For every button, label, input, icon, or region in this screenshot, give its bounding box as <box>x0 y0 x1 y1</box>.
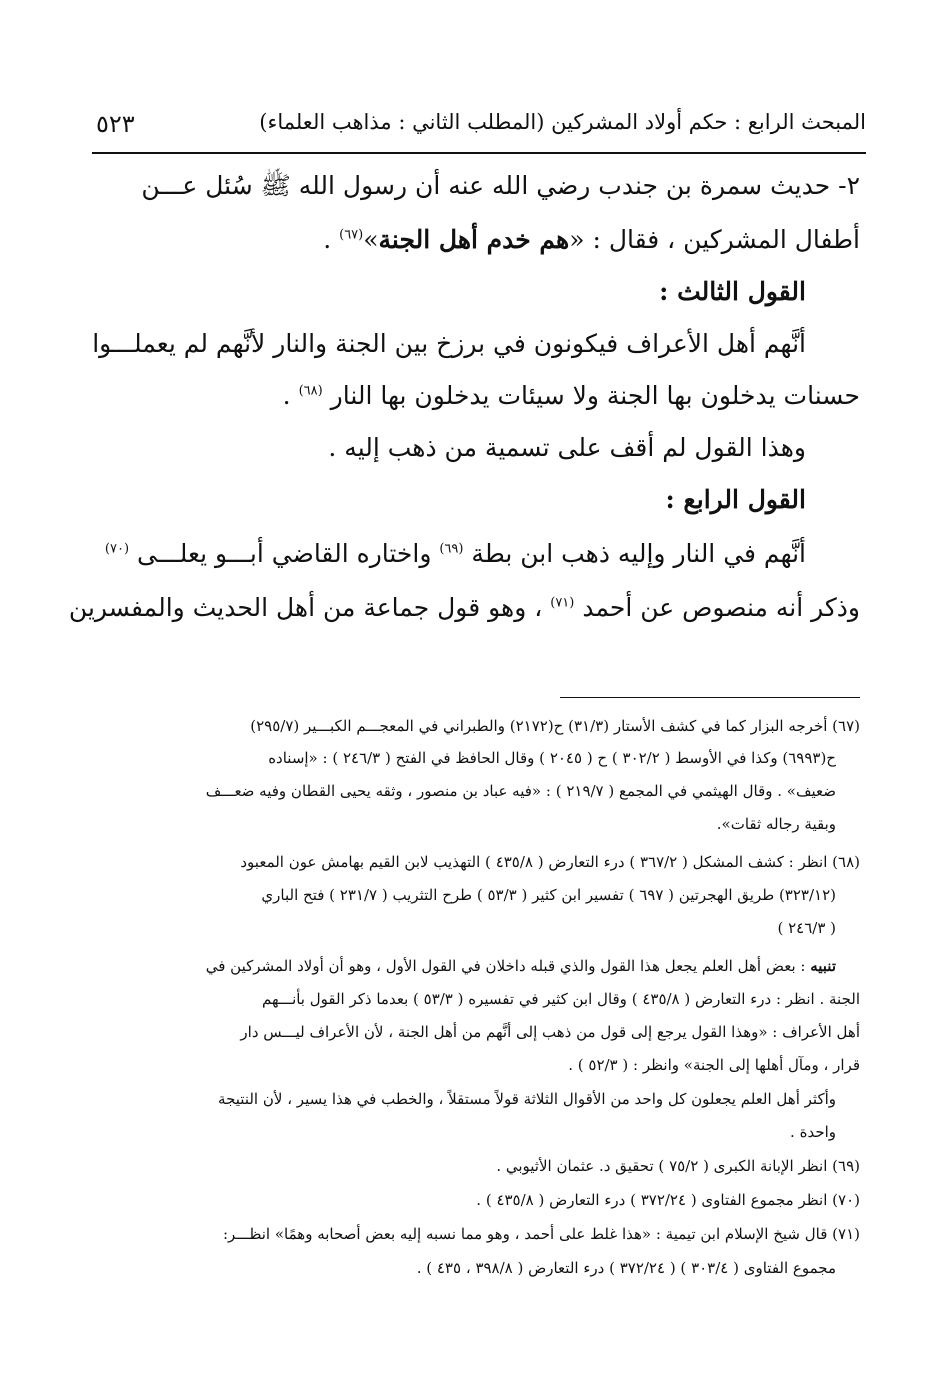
body-line-5 <box>283 378 860 414</box>
footnote-ref: (٦٧) <box>339 227 364 243</box>
footnote-71-line-2: مجموع الفتاوى ( ٣٠٣/٤ ) ( ٣٧٢/٢٤ ) درء التعارض ( ٣٩٨/٨ ، ٤٣٥ ) . <box>416 1259 836 1277</box>
footnote-70: (٧٠) انظر مجموع الفتاوى ( ٣٧٢/٢٤ ) درء التعارض ( ٤٣٥/٨ ) . <box>476 1191 860 1209</box>
footnote-divider <box>560 697 860 698</box>
footnote-71-line-1: (٧١) قال شيخ الإسلام ابن تيمية : «هذا غلط على أحمد ، وهو مما نسبه إليه بعض أصحابه وهمًا» انظـــر: <box>222 1225 860 1243</box>
note-line-5: وأكثر أهل العلم يجعلون كل واحد من الأقوال الثلاثة قولاً مستقلاً ، والخطب في هذا يسير ، لأن النتيجة <box>218 1090 836 1108</box>
body-text: . <box>282 381 299 410</box>
footnote-ref: (٧١) <box>550 595 575 611</box>
body-text: ، وهو قول جماعة من أهل الحديث والمفسرين <box>68 593 551 622</box>
body-text: حسنات يدخلون بها الجنة ولا سيئات يدخلون بها النار <box>322 381 860 410</box>
footnote-68-line-1: (٦٨) انظر : كشف المشكل ( ٣٦٧/٢ ) درء التعارض ( ٤٣٥/٨ ) التهذيب لابن القيم بهامش عون المعبود <box>240 853 860 871</box>
note-line-6: واحدة . <box>790 1123 836 1141</box>
footnote-67-line-1: (٦٧) أخرجه البزار كما في كشف الأستار (٣١/٣) ح(٢١٧٢) والطبراني في المعجـــم الكبـــير (٢٩٥/٧) <box>250 717 860 735</box>
footnote-ref: (٦٩) <box>439 541 464 557</box>
hadith-quote: هم خدم أهل الجنة <box>378 225 570 254</box>
footnote-ref: (٧٠) <box>104 541 130 557</box>
body-text: » <box>363 225 379 254</box>
body-text: أنَّهم في النار وإليه ذهب ابن بطة <box>463 539 806 568</box>
note-line-4: قرار ، ومآل أهلها إلى الجنة» وانظر : ( ٥٢/٣ ) . <box>568 1056 860 1074</box>
body-text: أطفال المشركين ، فقال : « <box>569 225 860 254</box>
footnote-ref: (٦٨) <box>298 383 323 399</box>
note-line-2: الجنة . انظر : درء التعارض ( ٤٣٥/٨ ) وقال ابن كثير في تفسيره ( ٥٣/٣ ) بعدما ذكر القول بأنـــهم <box>261 990 860 1008</box>
note-label: تنبيه <box>810 957 836 975</box>
body-line-8 <box>105 536 806 572</box>
body-text: . <box>323 225 340 254</box>
body-text: واختاره القاضي أبـــو يعلـــى <box>129 539 440 568</box>
body-line-6: وهذا القول لم أقف على تسمية من ذهب إليه . <box>328 433 806 462</box>
footnote-67-line-2: ح(٦٩٩٣) وكذا في الأوسط ( ٣٠٢/٢ ) ح ( ٢٠٤٥ ) وقال الحافظ في الفتح ( ٢٤٦/٣ ) : «إسناده <box>268 749 836 767</box>
body-text: وذكر أنه منصوص عن أحمد <box>574 593 860 622</box>
running-header <box>92 100 866 154</box>
footnote-67-line-4: وبقية رجاله ثقات». <box>716 815 836 833</box>
header-title: المبحث الرابع : حكم أولاد المشركين (المطلب الثاني : مذاهب العلماء) <box>259 110 866 134</box>
body-line-9 <box>69 590 860 626</box>
footnote-68-line-3: ( ٢٤٦/٣ ) <box>777 919 836 937</box>
footnote-69: (٦٩) انظر الإبانة الكبرى ( ٧٥/٢ ) تحقيق د. عثمان الأثيوبي . <box>496 1157 860 1175</box>
footnote-68-line-2: (٣٢٣/١٢) طريق الهجرتين ( ٦٩٧ ) تفسير ابن كثير ( ٥٣/٣ ) طرح التثريب ( ٢٣١/٧ ) فتح الباري <box>261 886 836 904</box>
note-line-3: أهل الأعراف : «وهذا القول يرجع إلى قول من ذهب إلى أنَّهم من أهل الجنة ، لأن الأعراف ليـــس دار <box>240 1023 860 1041</box>
body-line-1: ٢- حديث سمرة بن جندب رضي الله عنه أن رسول الله ﷺ سُئل عـــن <box>141 171 860 200</box>
body-line-4: أنَّهم أهل الأعراف فيكونون في برزخ بين الجنة والنار لأنَّهم لم يعملـــوا <box>92 329 806 358</box>
section-heading-third: القول الثالث : <box>659 277 806 306</box>
note-line-1 <box>206 955 836 977</box>
section-heading-fourth: القول الرابع : <box>665 485 806 514</box>
page-number: ٥٢٣ <box>96 110 135 138</box>
body-line-2 <box>323 222 860 258</box>
note-text: : بعض أهل العلم يجعل هذا القول والذي قبله داخلان في القول الأول ، وهو أن أولاد المشركين في <box>205 957 811 975</box>
footnote-67-line-3: ضعيف» . وقال الهيثمي في المجمع ( ٢١٩/٧ ) : «فيه عباد بن منصور ، وثقه يحيى القطان وفيه ضعـــف <box>205 782 836 800</box>
